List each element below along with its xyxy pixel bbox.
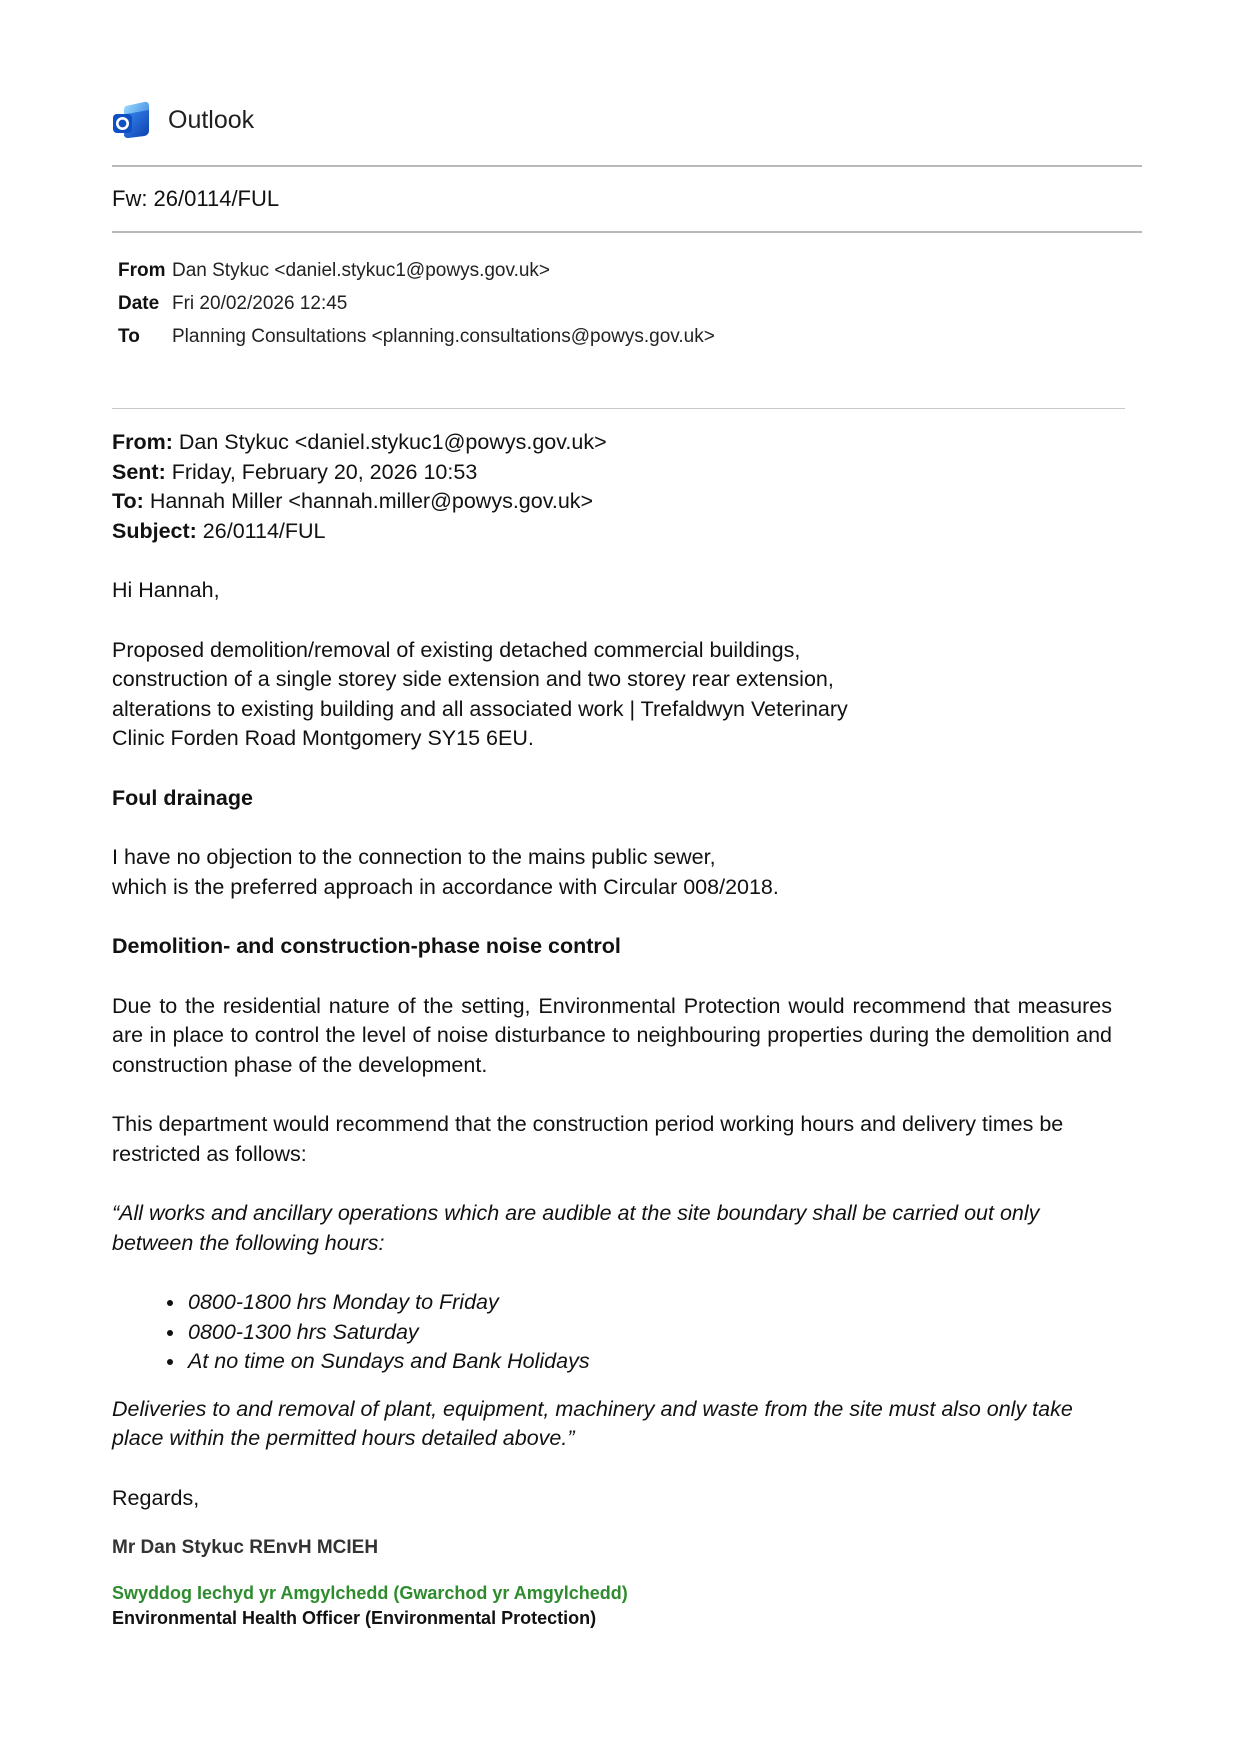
meta-to-label: To (118, 325, 140, 347)
list-item: • At no time on Sundays and Bank Holidays (186, 1347, 1112, 1377)
proposal-line: Proposed demolition/removal of existing detached commercial buildings, (112, 637, 801, 662)
meta-date-value: Fri 20/02/2026 12:45 (172, 292, 348, 314)
department-paragraph: This department would recommend that the construction period working hours and delivery times be restricted as follows: (112, 1112, 1064, 1166)
email-metadata (118, 254, 715, 353)
meta-from-label: From (118, 259, 166, 281)
forwarded-sent: Sent: Friday, February 20, 2026 10:53 (112, 459, 478, 484)
signature-title-english: Environmental Health Officer (Environmental Protection) (112, 1607, 597, 1628)
outlook-logo-icon (112, 100, 152, 140)
foul-drainage-heading: Foul drainage (112, 785, 253, 810)
proposal-line: construction of a single storey side extension and two storey rear extension, (112, 667, 834, 691)
foul-drainage-line: I have no objection to the connection to the mains public sewer, (112, 845, 716, 869)
subject-divider (112, 231, 1142, 233)
signature-name: Mr Dan Stykuc REnvH MCIEH (112, 1537, 379, 1558)
signature-title-welsh: Swyddog Iechyd yr Amgylchedd (Gwarchod yr Amgylchedd) (112, 1582, 628, 1603)
proposal-line: alterations to existing building and all associated work | Trefaldwyn Veterinary (112, 696, 848, 721)
forwarded-to: To: Hannah Miller <hannah.miller@powys.gov.uk> (112, 489, 594, 513)
email-body (112, 428, 1112, 1631)
forwarded-subject: Subject: 26/0114/FUL (112, 518, 326, 543)
header-divider (112, 165, 1142, 167)
outlook-brand (112, 100, 254, 140)
meta-to-value: Planning Consultations <planning.consultations@powys.gov.uk> (172, 325, 715, 347)
quote-close: Deliveries to and removal of plant, equipment, machinery and waste from the site must also only take place within the permitted hours detailed above.” (112, 1396, 1073, 1450)
meta-to-row (118, 320, 715, 353)
meta-from-row (118, 254, 715, 287)
working-hours-list (112, 1288, 1112, 1377)
app-name: Outlook (168, 105, 255, 134)
greeting: Hi Hannah, (112, 578, 220, 602)
list-item: • 0800-1300 hrs Saturday (186, 1318, 1112, 1348)
meta-date-label: Date (118, 292, 160, 314)
list-item: • 0800-1800 hrs Monday to Friday (186, 1288, 1112, 1318)
meta-date-row (118, 287, 715, 320)
quote-intro: “All works and ancillary operations which are audible at the site boundary shall be carried out only between the following hours: (112, 1201, 1040, 1255)
foul-drainage-line: which is the preferred approach in accordance with Circular 008/2018. (112, 874, 779, 899)
forwarded-from: From: Dan Stykuc <daniel.stykuc1@powys.gov.uk> (112, 430, 607, 454)
noise-control-heading: Demolition- and construction-phase noise control (112, 934, 621, 958)
noise-paragraph: Due to the residential nature of the setting, Environmental Protection would recommend that measures are in place to control the level of noise disturbance to neighbouring properties during the demolition and construction phase of the development. (112, 993, 1112, 1077)
meta-from-value: Dan Stykuc <daniel.stykuc1@powys.gov.uk> (172, 259, 551, 281)
regards: Regards, (112, 1485, 200, 1510)
email-subject: Fw: 26/0114/FUL (112, 186, 280, 211)
body-divider (112, 408, 1125, 409)
proposal-line: Clinic Forden Road Montgomery SY15 6EU. (112, 726, 534, 750)
